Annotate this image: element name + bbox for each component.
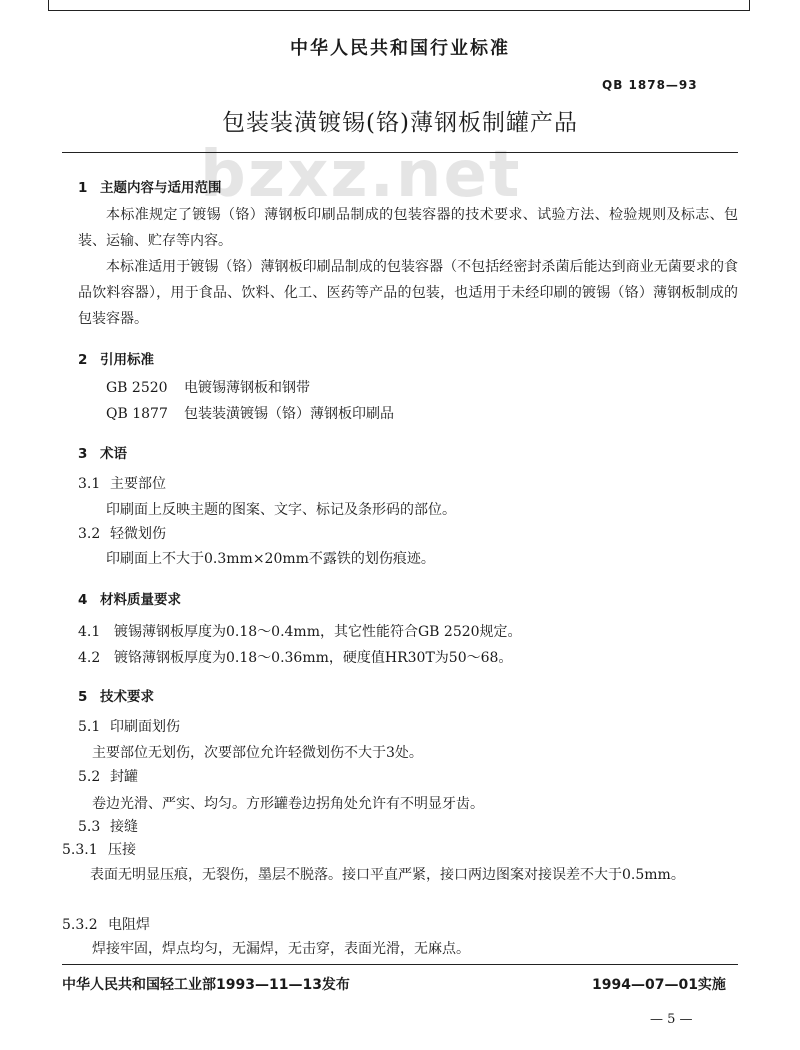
- subsection-3-2-text: 印刷面上不大于0.3mm×20mm不露铁的划伤痕迹。: [106, 551, 435, 567]
- subsection-number: 5.1: [78, 719, 101, 735]
- clause-text: 镀铬薄钢板厚度为0.18～0.36mm，硬度值HR30T为50～68。: [114, 650, 513, 666]
- subsection-title: 主要部位: [110, 476, 166, 492]
- subsection-5-3-2-heading: [62, 914, 150, 934]
- reference-code: QB 1877: [106, 406, 168, 422]
- section-number: 5: [78, 689, 88, 705]
- section-3-heading: [78, 442, 127, 462]
- section-number: 4: [78, 592, 88, 608]
- reference-name: 包装装潢镀锡（铬）薄钢板印刷品: [184, 406, 394, 422]
- subsection-5-3-1-text: 表面无明显压痕，无裂伤，墨层不脱落。接口平直严紧，接口两边图案对接误差不大于0.5mm。: [90, 867, 685, 883]
- section-title: 材料质量要求: [100, 592, 181, 608]
- subsection-number: 5.3: [78, 819, 101, 835]
- subsection-3-1-heading: [78, 473, 166, 493]
- section-title: 引用标准: [100, 352, 154, 368]
- subsection-5-2-text: 卷边光滑、严实、均匀。方形罐卷边拐角处允许有不明显牙齿。: [92, 796, 484, 812]
- section-1-heading: [78, 176, 222, 196]
- page-number: — 5 —: [650, 1012, 693, 1027]
- section-number: 1: [78, 180, 88, 196]
- standard-category-title: 中华人民共和国行业标准: [290, 38, 510, 59]
- clause-number: 4.1: [78, 624, 101, 640]
- section-title: 技术要求: [100, 689, 154, 705]
- clause-4-2: [78, 647, 512, 667]
- subsection-title: 压接: [108, 842, 136, 858]
- section-4-heading: [78, 588, 181, 608]
- clause-4-1: [78, 621, 522, 641]
- subsection-5-1-heading: [78, 716, 180, 736]
- clause-number: 4.2: [78, 650, 101, 666]
- section-5-heading: [78, 685, 154, 705]
- issue-date: 中华人民共和国轻工业部1993—11—13发布: [62, 977, 350, 993]
- section-1-paragraph-2: 本标准适用于镀锡（铬）薄钢板印刷品制成的包装容器（不包括经密封杀菌后能达到商业无菌要求的食品饮料容器），用于食品、饮料、化工、医药等产品的包装，也适用于未经印刷的镀锡（铬）薄钢板制成的包装容器。: [78, 259, 738, 327]
- section-number: 2: [78, 352, 88, 368]
- subsection-5-3-1-heading: [62, 839, 136, 859]
- subsection-title: 轻微划伤: [110, 526, 166, 542]
- subsection-number: 5.2: [78, 769, 101, 785]
- reference-row: [106, 377, 310, 397]
- subsection-number: 5.3.1: [62, 842, 98, 858]
- section-1-paragraph-1: 本标准规定了镀锡（铬）薄钢板印刷品制成的包装容器的技术要求、试验方法、检验规则及标志、包装、运输、贮存等内容。: [78, 207, 738, 249]
- section-number: 3: [78, 446, 88, 462]
- subsection-number: 3.2: [78, 526, 101, 542]
- subsection-5-2-heading: [78, 766, 138, 786]
- subsection-title: 印刷面划伤: [110, 719, 180, 735]
- watermark: bzxz.net: [200, 138, 522, 212]
- subsection-number: 5.3.2: [62, 917, 98, 933]
- subsection-5-3-heading: [78, 816, 138, 836]
- subsection-number: 3.1: [78, 476, 101, 492]
- top-frame-border: [48, 0, 750, 11]
- subsection-title: 封罐: [110, 769, 138, 785]
- subsection-title: 接缝: [110, 819, 138, 835]
- header-divider: [62, 152, 738, 153]
- reference-row: [106, 403, 394, 423]
- subsection-5-1-text: 主要部位无划伤，次要部位允许轻微划伤不大于3处。: [92, 745, 423, 761]
- section-title: 主题内容与适用范围: [100, 180, 222, 196]
- subsection-title: 电阻焊: [108, 917, 150, 933]
- reference-code: GB 2520: [106, 380, 168, 396]
- section-2-heading: [78, 348, 154, 368]
- subsection-5-3-2-text: 焊接牢固，焊点均匀，无漏焊，无击穿，表面光滑，无麻点。: [92, 941, 470, 957]
- section-title: 术语: [100, 446, 127, 462]
- clause-text: 镀锡薄钢板厚度为0.18～0.4mm，其它性能符合GB 2520规定。: [114, 624, 522, 640]
- effective-date: 1994—07—01实施: [592, 977, 726, 993]
- reference-name: 电镀锡薄钢板和钢带: [184, 380, 310, 396]
- standard-number: QB 1878—93: [602, 78, 698, 92]
- document-title: 包装装潢镀锡(铬)薄钢板制罐产品: [222, 110, 578, 136]
- footer-divider: [62, 964, 738, 965]
- subsection-3-1-text: 印刷面上反映主题的图案、文字、标记及条形码的部位。: [106, 502, 456, 518]
- subsection-3-2-heading: [78, 523, 166, 543]
